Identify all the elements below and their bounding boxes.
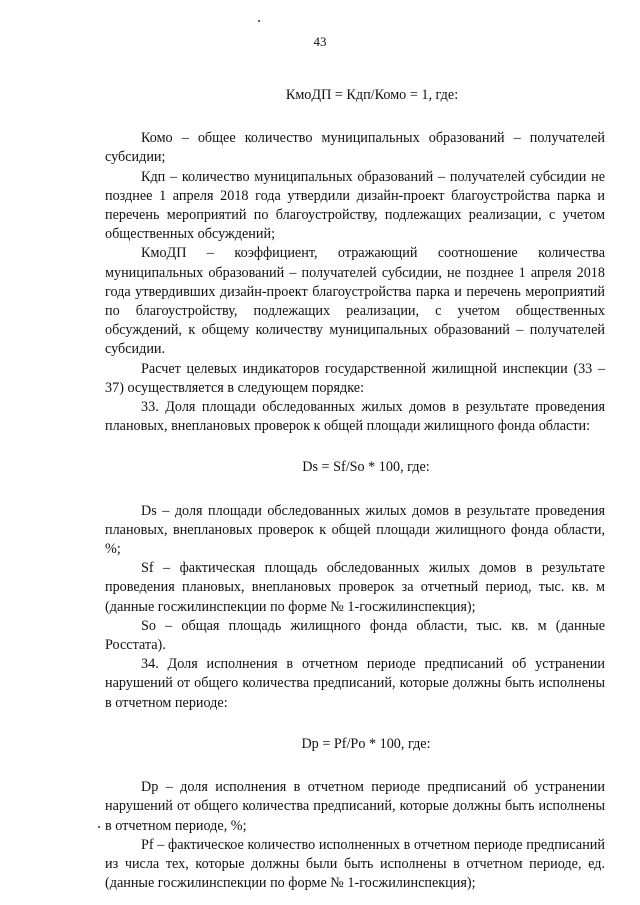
paragraph: Pf – фактическое количество исполненных в отчетном периоде предписаний из числа тех, которые должны были быть исполнены в отчетном периоде, ед. (данные госжилинспекции по форме № 1-госжилинспекция);	[105, 836, 605, 892]
paragraph: Ds – доля площади обследованных жилых домов в результате проведения плановых, внеплановых проверок к общей площади жилищного фонда области, %;	[105, 502, 605, 558]
paragraph: 33. Доля площади обследованных жилых домов в результате проведения плановых, внеплановых проверок к общей площади жилищного фонда области:	[105, 399, 605, 435]
paragraph: Расчет целевых индикаторов государственной жилищной инспекции (33 – 37) осуществляется в следующем порядке:	[105, 360, 605, 396]
paragraph: Комо – общее количество муниципальных образований – получателей субсидии;	[105, 130, 605, 166]
formula-kmodp: КмоДП = Кдп/Комо = 1, где:	[285, 87, 459, 103]
scan-speck	[98, 826, 100, 828]
paragraph: Dp – доля исполнения в отчетном периоде предписаний об устранении нарушений от общего количества предписаний, которые должны быть исполнены в отчетном периоде, %;	[105, 779, 605, 834]
scan-speck	[258, 20, 260, 22]
formula-dp: Dp = Pf/Po * 100, где:	[301, 735, 431, 752]
paragraph: Кдп – количество муниципальных образований – получателей субсидии не позднее 1 апреля 2018 года утвердили дизайн-проект благоустройства парка и перечень мероприятий по благоустройству, подлежащих реализации, с учетом общественных обсуждений;	[105, 168, 605, 243]
paragraph: So – общая площадь жилищного фонда области, тыс. кв. м (данные Росстата).	[105, 617, 605, 654]
document-body	[105, 86, 605, 893]
page-number: 43	[313, 34, 327, 49]
paragraph: 34. Доля исполнения в отчетном периоде предписаний об устранении нарушений от общего количества предписаний, которые должны быть исполнены в отчетном периоде:	[105, 656, 605, 711]
formula-ds: Ds = Sf/So * 100, где:	[302, 459, 430, 476]
paragraph: Sf – фактическая площадь обследованных жилых домов в результате проведения плановых, внеплановых проверок за отчетный период, тыс. кв. м (данные госжилинспекции по форме № 1-госжилинспекция);	[105, 560, 605, 615]
paragraph: КмоДП – коэффициент, отражающий соотношение количества муниципальных образований – получателей субсидии, не позднее 1 апреля 2018 года утвердивших дизайн-проект благоустройства парка и перечень мероприятий по благоустройству, подлежащих реализации, с учетом общественных обсуждений, к общему количеству муниципальных образований – получателей субсидии.	[105, 245, 605, 358]
